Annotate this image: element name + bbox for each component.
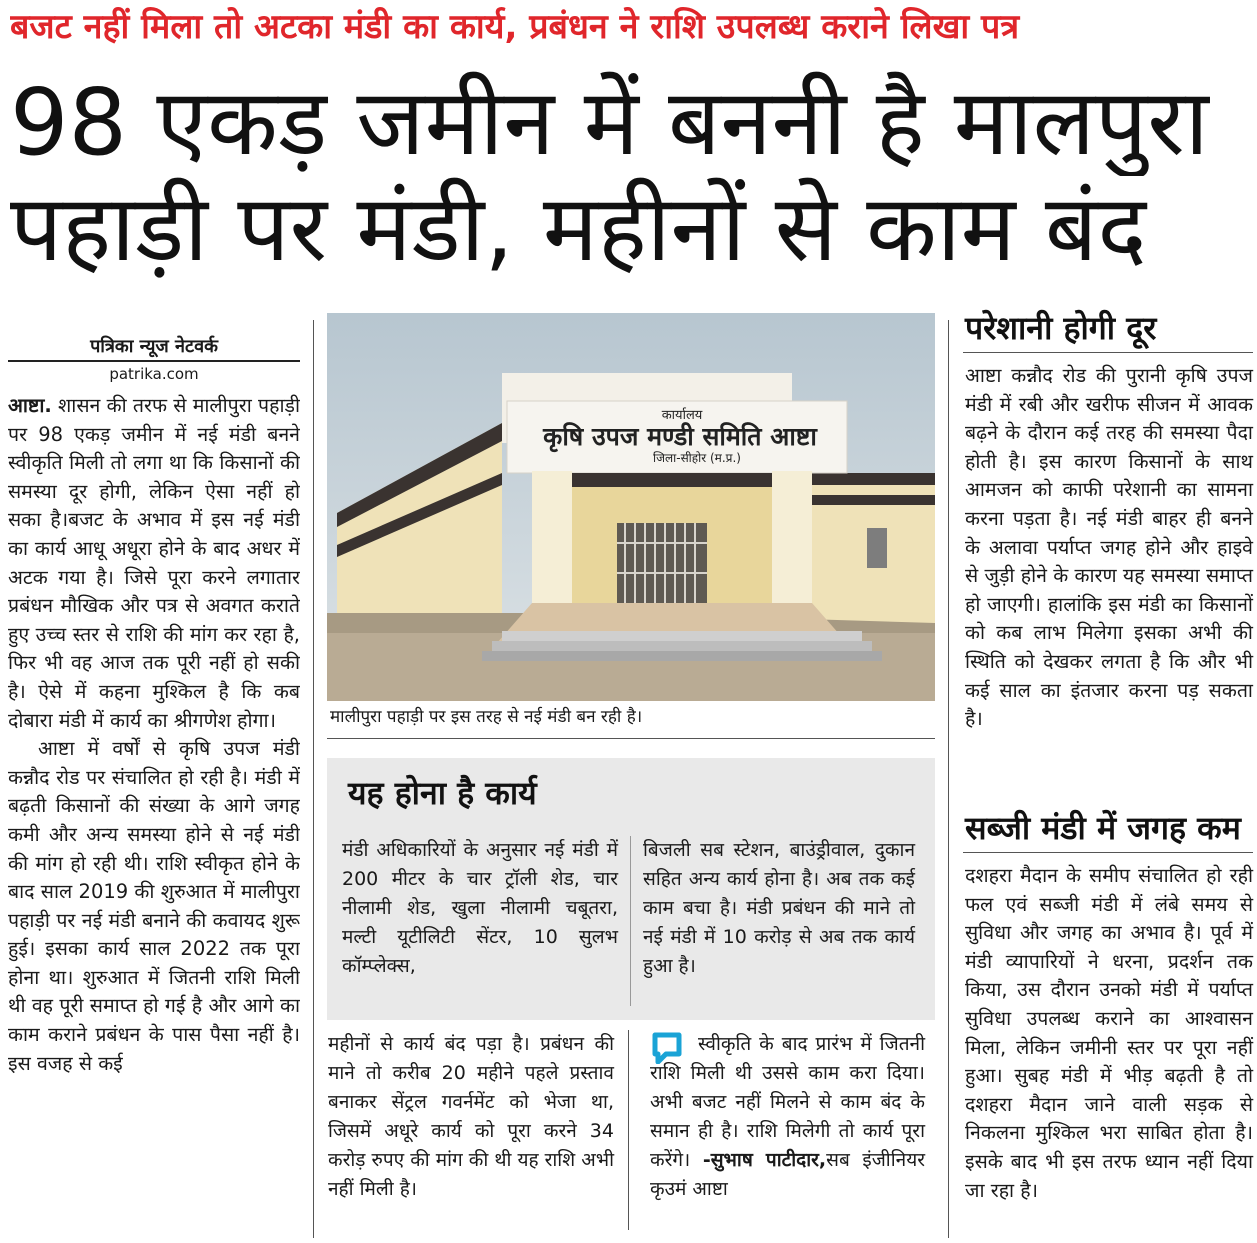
quote-block	[650, 1030, 925, 1204]
sign-main-text: कृषि उपज मण्डी समिति आष्टा	[543, 422, 817, 451]
sign-sub-text: जिला-सीहोर (म.प्र.)	[652, 451, 741, 465]
sidebar-body-2: दशहरा मैदान के समीप संचालित हो रही फल एवं सब्जी मंडी में लंबे समय से सुविधा और जगह का अभाव है। पूर्व में मंडी व्यापारियों ने धरना, प्रदर्शन तक किया, उस दौरान उनको मंडी में पर्याप्त सुविधा उपलब्ध कराने का आश्वासन मिला, लेकिन जमीनी स्तर पर पूरा नहीं हुआ। सुबह मंडी में भीड़ बढ़ती है तो दशहरा मैदान जाने वाली सड़क से निकलना मुश्किल भरा साबित होता है। इसके बाद भी इस तरफ ध्यान नहीं दिया जा रहा है।	[965, 864, 1253, 1202]
story-para-2: आष्टा में वर्षों से कृषि उपज मंडी कन्नौद रोड पर संचालित हो रही है। मंडी में बढ़ती किसानों की संख्या के आगे जगह कमी और अन्य समस्या होने से नई मंडी की मांग हो रही थी। राशि स्वीकृत होने के बाद साल 2019 की शुरुआत में मालीपुरा पहाड़ी पर नई मंडी बनाने की कवायद शुरू हुई। इसका कार्य साल 2022 तक पूरा होना था। शुरुआत में जितनी राशि मिली थी वह पूरी समाप्त हो गई है और आगे का काम कराने प्रबंधन के पास पैसा नहीं है। इस वजह से कई	[8, 737, 300, 1075]
quote-designation: सब इंजीनियर कृउमं आष्टा	[650, 1149, 925, 1200]
box-column-1: मंडी अधिकारियों के अनुसार नई मंडी में 200 मीटर के चार ट्रॉली शेड, चार नीलामी शेड, खुला नीलामी चबूतरा, मल्टी यूटीलिटी सेंटर, 10 सुलभ कॉम्प्लेक्स,	[342, 839, 618, 977]
byline: पत्रिका न्यूज नेटवर्क	[90, 336, 218, 357]
sidebar-body-1: आष्टा कन्नौद रोड की पुरानी कृषि उपज मंडी में रबी और खरीफ सीजन में आवक बढ़ने के दौरान कई तरह की समस्या पैदा होती है। इस कारण किसानों के साथ आमजन को काफी परेशानी का सामना करना पड़ता है। नई मंडी बाहर ही बनने के अलावा पर्याप्त जगह होने और हाइवे से जुड़ी होने के कारण यह समस्या समाप्त हो जाएगी। हालांकि इस मंडी का किसानों को कब लाभ मिलेगा इसका अभी की स्थिति को देखकर लगता है कि और भी कई साल का इंतजार करना पड़ सकता है।	[965, 364, 1253, 731]
sidebar-rule	[963, 352, 1253, 353]
headline-line-1: 98 एकड़ जमीन में बननी है मालपुरा	[10, 70, 1209, 176]
box-column-divider	[630, 836, 631, 1006]
quote-author: -सुभाष पाटीदार,	[702, 1149, 827, 1171]
photo-caption: मालीपुरा पहाड़ी पर इस तरह से नई मंडी बन रही है।	[330, 707, 643, 727]
kicker-headline: बजट नहीं मिला तो अटका मंडी का कार्य, प्रबंधन ने राशि उपलब्ध कराने लिखा पत्र	[10, 7, 1020, 47]
column-divider	[948, 320, 949, 1238]
column-divider	[313, 320, 314, 1238]
mandi-building-photo	[327, 313, 935, 701]
left-column	[8, 392, 300, 1238]
quote-text: स्वीकृति के बाद प्रारंभ में जितनी राशि मिली थी उससे काम करा दिया। अभी बजट नहीं मिलने से काम बंद के समान ही है। राशि मिलेगी तो कार्य पूरा करेंगे।	[650, 1033, 925, 1171]
story-continued: महीनों से कार्य बंद पड़ा है। प्रबंधन की माने तो करीब 20 महीने पहले प्रस्ताव बनाकर सेंट्रल गवर्नमेंट को भेजा था, जिसमें अधूरे कार्य को पूरा करने 34 करोड़ रुपए की मांग की थी यह राशि अभी नहीं मिली है।	[328, 1033, 614, 1200]
caption-rule	[327, 738, 935, 739]
building-illustration	[327, 313, 935, 701]
story-para-1: शासन की तरफ से मालीपुरा पहाड़ी पर 98 एकड़ जमीन में नई मंडी बनने स्वीकृति मिली तो लगा था कि किसानों की समस्या दूर होगी, लेकिन ऐसा नहीं हो सका है।बजट के अभाव में इस नई मंडी का कार्य आधू अधूरा होने के बाद अधर में अटक गया है। जिसे पूरा करने लगातार प्रबंधन मौखिक और पत्र से अवगत कराते हुए उच्च स्तर से राशि की मांग कर रहा है, फिर भी वह आज तक पूरी नहीं हो सकी है। ऐसे में कहना मुश्किल है कि कब दोबारा मंडी में कार्य का श्रीगणेश होगा।	[8, 394, 300, 732]
sidebar-heading-1: परेशानी होगी दूर	[965, 309, 1157, 347]
dateline: आष्टा.	[8, 394, 52, 417]
byline-divider	[8, 360, 300, 362]
byline-site: patrika.com	[109, 365, 199, 383]
sidebar-heading-2: सब्जी मंडी में जगह कम	[965, 809, 1241, 847]
sidebar-rule	[963, 852, 1253, 853]
headline-line-2: पहाड़ी पर मंडी, महीनों से काम बंद	[10, 176, 1147, 282]
column-divider	[628, 1030, 629, 1230]
box-title: यह होना है कार्य	[348, 774, 537, 812]
main-headline	[10, 70, 1250, 282]
sign-top-text: कार्यालय	[661, 408, 703, 423]
box-column-2: बिजली सब स्टेशन, बाउंड्रीवाल, दुकान सहित अन्य कार्य होना है। अब तक कई काम बचा है। मंडी प्रबंधन की माने तो नई मंडी में 10 करोड़ से अब तक कार्य हुआ है।	[643, 839, 915, 977]
